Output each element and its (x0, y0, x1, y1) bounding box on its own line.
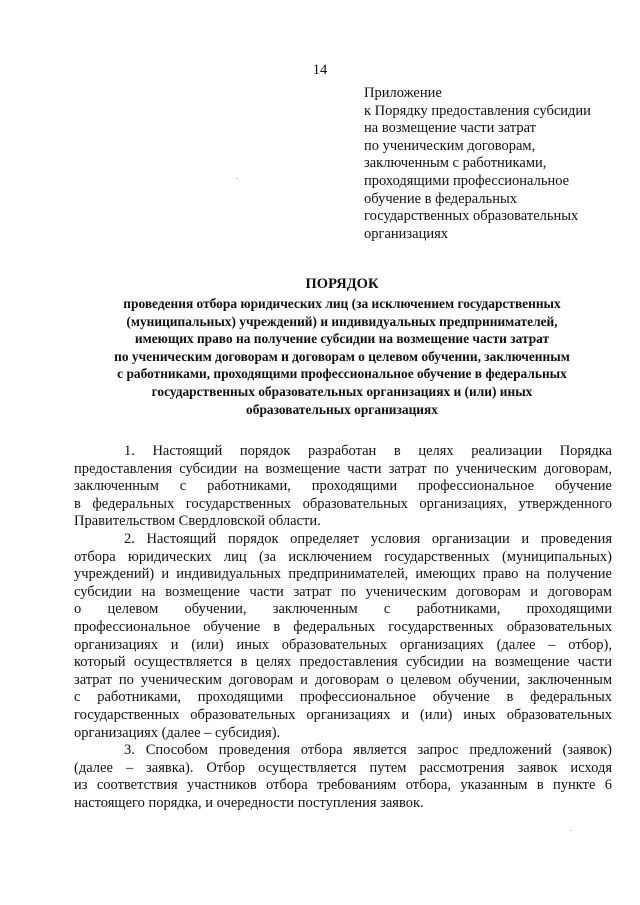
title-subtitle-line: проведения отбора юридических лиц (за исключением государственных (123, 296, 561, 311)
paragraph-line: (далее – заявка). Отбор осуществляется путем рассмотрения заявок исходя (74, 759, 612, 776)
paragraph-line: о целевом обучении, заключенным с работниками, проходящими (74, 601, 612, 618)
paragraph-3 (74, 742, 612, 812)
paragraph-line: субсидии на возмещение части затрат по ученическим договорам и договорам (74, 583, 612, 600)
paragraph-line: из соответствия участников отбора требованиям отбора, указанным в пункте 6 (74, 777, 612, 794)
title-subtitle-line: по ученическим договорам и договорам о целевом обучении, заключенным (114, 348, 570, 364)
appendix-line: государственных образовательных (364, 208, 579, 225)
paragraph-line: Правительством Свердловской области. (74, 513, 321, 530)
appendix-block (364, 85, 634, 243)
title-subtitle-line: образовательных организациях (246, 401, 438, 417)
appendix-line: проходящими профессиональное (364, 172, 570, 189)
appendix-line: по ученическим договорам, (364, 137, 536, 154)
paragraph-line: 3. Способом проведения отбора является запрос предложений (заявок) (124, 742, 612, 759)
paragraph-line: государственных образовательных организациях и (или) иных образовательных (74, 706, 612, 723)
paragraph-line: настоящего порядка, и очередности поступления заявок. (74, 794, 424, 811)
paragraph-line: заключенным с работниками, проходящими профессиональное обучение (74, 478, 612, 495)
paragraph-line: учреждений) и индивидуальных предпринимателей, имеющих право на получение (74, 566, 612, 583)
paragraph-line: организациях и (или) иных образовательных организациях (далее – отбор), (74, 636, 612, 653)
title-subtitle-line: имеющих право на получение субсидии на возмещение части затрат (134, 331, 550, 347)
appendix-line: на возмещение части затрат (364, 120, 536, 137)
paragraph-line: 2. Настоящий порядок определяет условия организации и проведения (124, 530, 612, 547)
title-subtitle-line: с работниками, проходящими профессиональное обучение в федеральных (117, 366, 567, 382)
page-number: 14 (312, 62, 328, 78)
paragraph-2 (74, 531, 612, 742)
paragraph-line: предоставления субсидии на возмещение части затрат по ученическим договорам, (74, 460, 612, 477)
paragraph-line: затрат по ученическим договорам и договорам о целевом обучении, заключенным (74, 671, 612, 688)
body-text (74, 443, 612, 812)
paragraph-line: с работниками, проходящими профессиональное обучение в федеральных (74, 689, 612, 706)
appendix-line: обучение в федеральных (364, 190, 517, 207)
paragraph-line: профессиональное обучение в федеральных государственных образовательных (74, 618, 612, 635)
title-subtitle-line: (муниципальных) учреждений) и индивидуальных предпринимателей, (126, 313, 558, 329)
appendix-line: организациях (364, 225, 449, 242)
title-subtitle (70, 295, 614, 418)
scan-speck (570, 830, 572, 831)
appendix-line: к Порядку предоставления субсидии (364, 102, 591, 119)
appendix-line: Приложение (364, 85, 442, 101)
paragraph-line: отбора юридических лиц (за исключением государственных (муниципальных) (74, 548, 612, 565)
paragraph-1 (74, 443, 612, 531)
title-main: ПОРЯДОК (305, 276, 379, 292)
scan-speck (236, 178, 238, 179)
document-title (70, 274, 614, 418)
paragraph-line: в федеральных государственных образовательных организациях, утвержденного (74, 495, 612, 512)
title-subtitle-line: государственных образовательных организациях и (или) иных (151, 383, 533, 399)
paragraph-line: 1. Настоящий порядок разработан в целях реализации Порядка (124, 443, 612, 459)
appendix-line: заключенным с работниками, (364, 155, 547, 172)
paragraph-line: который осуществляется в целях предоставления субсидии на возмещение части (74, 654, 612, 671)
paragraph-line: организациях (далее – субсидия). (74, 724, 281, 741)
